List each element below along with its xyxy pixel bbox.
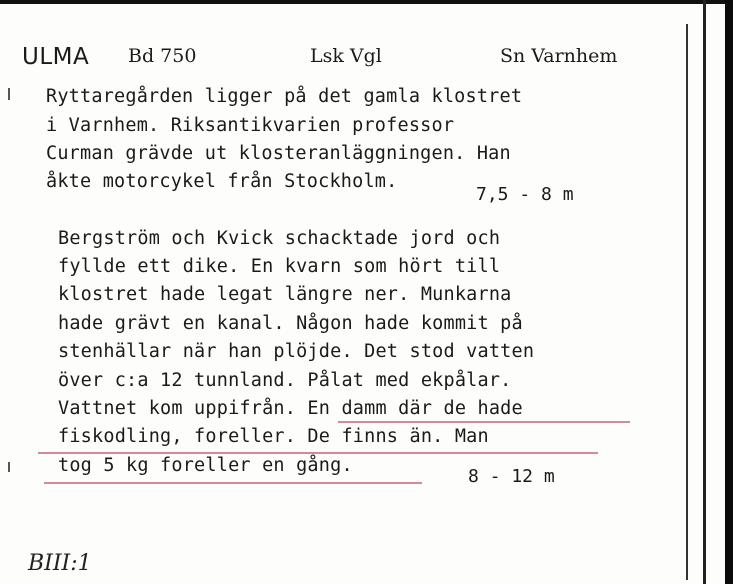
left-margin-mark: [8, 88, 10, 100]
underline-mark: [38, 452, 598, 454]
header-place: ULMA: [22, 44, 90, 70]
paragraph2-line: Vattnet kom uppifrån. En damm där de hade: [58, 398, 523, 419]
paragraph2-line: över c:a 12 tunnland. Pålat med ekpålar.: [58, 370, 512, 391]
paragraph2-line: klostret hade legat längre ner. Munkarna: [58, 284, 512, 305]
card-right-edge: [703, 0, 706, 584]
header-parish: Sn Varnhem: [500, 45, 618, 67]
paragraph1-line: Curman grävde ut klosteranläggningen. Han: [46, 143, 511, 164]
card-signature: BIII:1: [28, 551, 92, 576]
card-top-edge: [0, 0, 733, 4]
paragraph2-line: stenhällar när han plöjde. Det stod vatten: [58, 341, 535, 362]
header-district: Lsk Vgl: [310, 45, 382, 67]
underline-mark: [338, 421, 630, 423]
paragraph2-line: tog 5 kg foreller en gång.: [58, 455, 353, 476]
paragraph2-line: hade grävt en kanal. Någon hade kommit på: [58, 313, 523, 334]
card-right-margin-line: [686, 24, 688, 580]
paragraph1-measure: 7,5 - 8 m: [476, 184, 574, 205]
paragraph2-line: fiskodling, foreller. De finns än. Man: [58, 426, 489, 447]
paragraph1-line: åkte motorcykel från Stockholm.: [46, 171, 398, 192]
left-margin-mark: [8, 462, 10, 472]
paragraph1-line: Ryttaregården ligger på det gamla klostret: [46, 86, 523, 107]
card-right-border: [725, 0, 733, 584]
paragraph2-line: fyllde ett dike. En kvarn som hört till: [58, 256, 501, 277]
paragraph1-line: i Varnhem. Riksantikvarien professor: [46, 115, 455, 136]
paragraph2-line: Bergström och Kvick schacktade jord och: [58, 228, 501, 249]
paragraph2-measure: 8 - 12 m: [468, 466, 555, 487]
header-volume: Bd 750: [128, 45, 197, 67]
underline-mark: [44, 482, 422, 484]
